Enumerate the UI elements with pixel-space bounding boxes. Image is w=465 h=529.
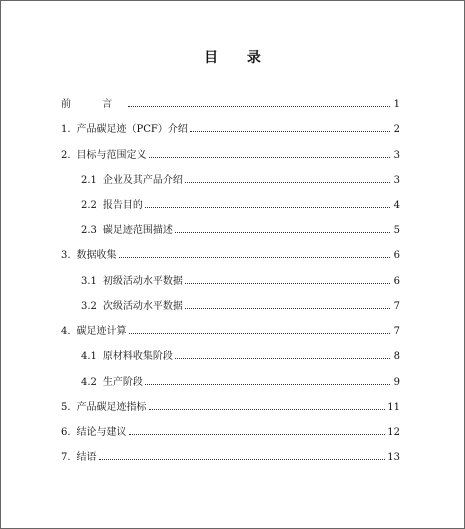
toc-entry-number: 2.3 [81, 225, 97, 236]
toc-leader [149, 408, 386, 410]
toc-page-number: 4 [393, 200, 400, 211]
toc-page-number: 5 [393, 225, 400, 236]
toc-entry-text: 目标与范围定义 [76, 150, 147, 161]
toc-entry-preface[interactable] [61, 98, 400, 112]
toc-leader [185, 181, 390, 183]
toc-entry-number: 6. [61, 427, 71, 438]
toc-page-number: 6 [393, 250, 400, 261]
toc-entry-number: 3.2 [81, 301, 97, 312]
toc-entry-text: 数据收集 [76, 250, 117, 261]
toc-entry-3-1[interactable] [81, 275, 400, 289]
toc-leader [175, 231, 390, 233]
toc-entry-number: 2.2 [81, 200, 97, 211]
toc-leader [128, 105, 390, 107]
toc-entry-2-3[interactable] [81, 224, 400, 238]
toc-entry-number: 7. [61, 452, 71, 463]
toc-page-number: 12 [387, 427, 400, 438]
toc-page-number: 3 [393, 175, 400, 186]
toc-entry-2-1[interactable] [81, 174, 400, 188]
toc-entry-4-1[interactable] [81, 350, 400, 364]
toc-entry-text: 初级活动水平数据 [102, 276, 183, 287]
toc-entry-text: 报告目的 [102, 200, 143, 211]
toc-page-number: 9 [393, 377, 400, 388]
toc-entry-2-2[interactable] [81, 199, 400, 213]
toc-entry-number: 3.1 [81, 276, 97, 287]
toc-page-number: 13 [387, 452, 400, 463]
toc-entry-2[interactable] [61, 149, 400, 163]
toc-entry-text: 生产阶段 [102, 377, 143, 388]
toc-entry-number: 5. [61, 402, 71, 413]
toc-entry-number: 2. [61, 150, 71, 161]
toc-page-number: 3 [393, 150, 400, 161]
toc-entry-text: 前 言 [61, 99, 127, 110]
toc-page-number: 6 [393, 276, 400, 287]
toc-leader [119, 256, 390, 258]
toc-entry-5[interactable] [61, 401, 400, 415]
toc-page-number: 1 [393, 99, 400, 110]
toc-entry-3-2[interactable] [81, 300, 400, 314]
toc-entry-number: 3. [61, 250, 71, 261]
toc-entry-4[interactable] [61, 325, 400, 339]
toc-entry-4-2[interactable] [81, 376, 400, 390]
toc-page-number: 8 [393, 351, 400, 362]
toc-entry-3[interactable] [61, 249, 400, 263]
toc-entry-number: 1. [61, 124, 71, 135]
toc-leader [175, 357, 390, 359]
toc-leader [190, 130, 390, 132]
toc-entry-number: 4.1 [81, 351, 97, 362]
toc-entry-text: 结论与建议 [76, 427, 127, 438]
toc-page-number: 7 [393, 301, 400, 312]
toc-entry-text: 原材料收集阶段 [102, 351, 173, 362]
page-title: 目 录 [204, 50, 273, 66]
toc-entry-number: 2.1 [81, 175, 97, 186]
toc-entry-6[interactable] [61, 426, 400, 440]
toc-entry-text: 产品碳足迹（PCF）介绍 [76, 124, 188, 135]
toc-leader [145, 206, 390, 208]
toc-entry-text: 碳足迹计算 [76, 326, 127, 337]
toc-entry-text: 产品碳足迹指标 [76, 402, 147, 413]
toc-entry-text: 企业及其产品介绍 [102, 175, 183, 186]
toc-entry-text: 次级活动水平数据 [102, 301, 183, 312]
toc-leader [149, 156, 390, 158]
toc-leader [99, 458, 386, 460]
toc-entry-text: 结语 [76, 452, 97, 463]
toc-leader [185, 282, 390, 284]
toc-entry-1[interactable] [61, 123, 400, 137]
toc-entry-text: 碳足迹范围描述 [102, 225, 173, 236]
toc-leader [145, 383, 390, 385]
toc-leader [185, 307, 390, 309]
toc-entry-number: 4. [61, 326, 71, 337]
toc-page-number: 11 [387, 402, 400, 413]
toc-leader [129, 433, 386, 435]
toc-leader [129, 332, 390, 334]
toc-page-number: 7 [393, 326, 400, 337]
toc-page-number: 2 [393, 124, 400, 135]
toc-entry-number: 4.2 [81, 377, 97, 388]
toc-entry-7[interactable] [61, 451, 400, 465]
